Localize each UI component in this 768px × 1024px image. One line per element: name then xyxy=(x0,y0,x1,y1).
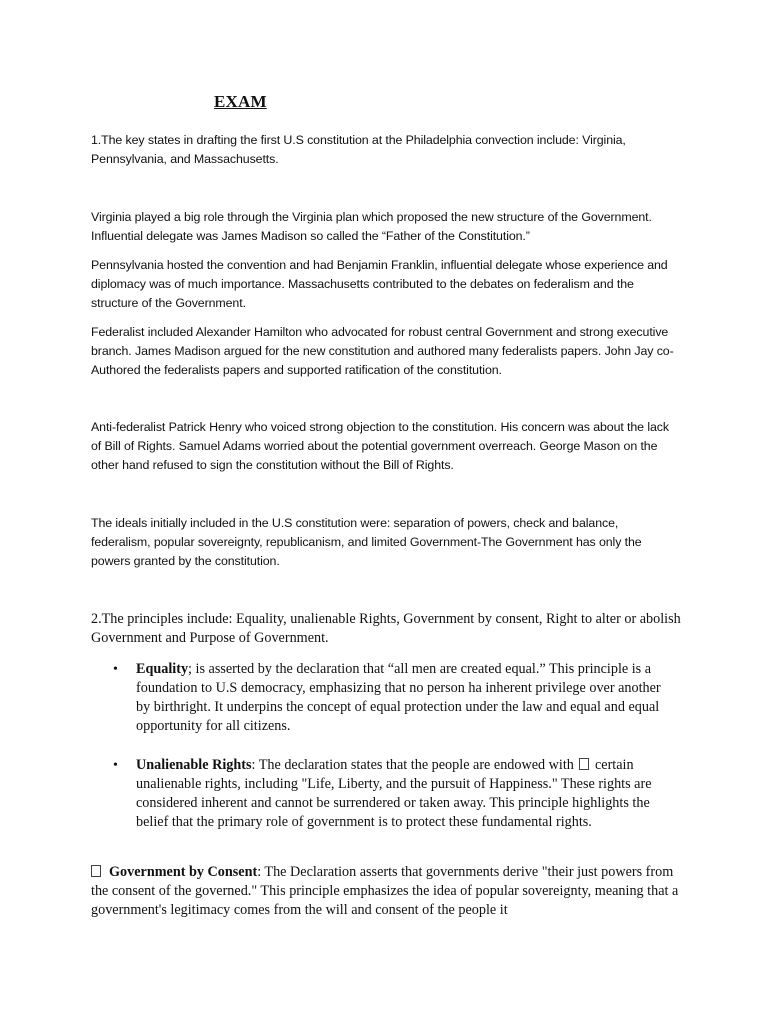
government-by-consent-paragraph xyxy=(91,863,685,920)
q1-intro-paragraph: 1.The key states in drafting the first U.S constitution at the Philadelphia convection include: Virginia, Pennsylvania, and Massachusetts. xyxy=(91,133,626,166)
q2-intro-paragraph: 2.The principles include: Equality, unalienable Rights, Government by consent, Right to alter or abolish Government and Purpose of Government. xyxy=(91,611,681,646)
unalienable-rights-text-end: certain unalienable rights, including "Life, Liberty, and the pursuit of Happiness." These rights are considered inherent and cannot be surrendered or taken away. This principle highlights the belief that the primary role of government is to protect these fundamental rights. xyxy=(136,757,652,830)
consent-text: : The Declaration asserts that governments derive "their just powers from the consent of the governed." This principle emphasizes the idea of popular sovereignty, meaning that a government's legitimacy comes from the will and consent of the people it xyxy=(91,864,679,918)
list-item-unalienable-rights xyxy=(136,756,676,832)
equality-term: Equality xyxy=(136,661,189,677)
missing-glyph-icon xyxy=(91,865,101,877)
list-item-equality xyxy=(136,660,676,736)
unalienable-rights-text-start: : The declaration states that the people are endowed with xyxy=(251,757,574,773)
antifederalist-paragraph: Anti-federalist Patrick Henry who voiced strong objection to the constitution. His concern was about the lack of Bill of Rights. Samuel Adams worried about the potential government overreach. George Mason on the other hand refused to sign the constitution without the Bill of Rights. xyxy=(91,420,669,472)
unalienable-rights-term: Unalienable Rights xyxy=(136,757,252,773)
virginia-paragraph: Virginia played a big role through the Virginia plan which proposed the new structure of the Government. Influential delegate was James Madison so called the “Father of the Constitution.” xyxy=(91,210,652,243)
page-title: EXAM xyxy=(214,92,267,111)
pennsylvania-paragraph: Pennsylvania hosted the convention and had Benjamin Franklin, influential delegate whose experience and diplomacy was of much importance. Massachusetts contributed to the debates on federalism and the structure of the Government. xyxy=(91,258,668,310)
consent-term: Government by Consent xyxy=(109,864,258,880)
missing-glyph-icon xyxy=(579,758,589,770)
ideals-paragraph: The ideals initially included in the U.S constitution were: separation of powers, check and balance, federalism, popular sovereignty, republicanism, and limited Government-The Government has only the powers granted by the constitution. xyxy=(91,516,642,568)
bullet-icon: • xyxy=(113,758,118,773)
federalist-paragraph: Federalist included Alexander Hamilton who advocated for robust central Government and strong executive branch. James Madison argued for the new constitution and authored many federalists papers. John Jay co-Authored the federalists papers and supported ratification of the constitution. xyxy=(91,325,674,377)
equality-text: ; is asserted by the declaration that “all men are created equal.” This principle is a foundation to U.S democracy, emphasizing that no person ha inherent privilege over another by birthright. It underpins the concept of equal protection under the law and equal and equal opportunity for all citizens. xyxy=(136,661,661,734)
bullet-icon: • xyxy=(113,662,118,677)
